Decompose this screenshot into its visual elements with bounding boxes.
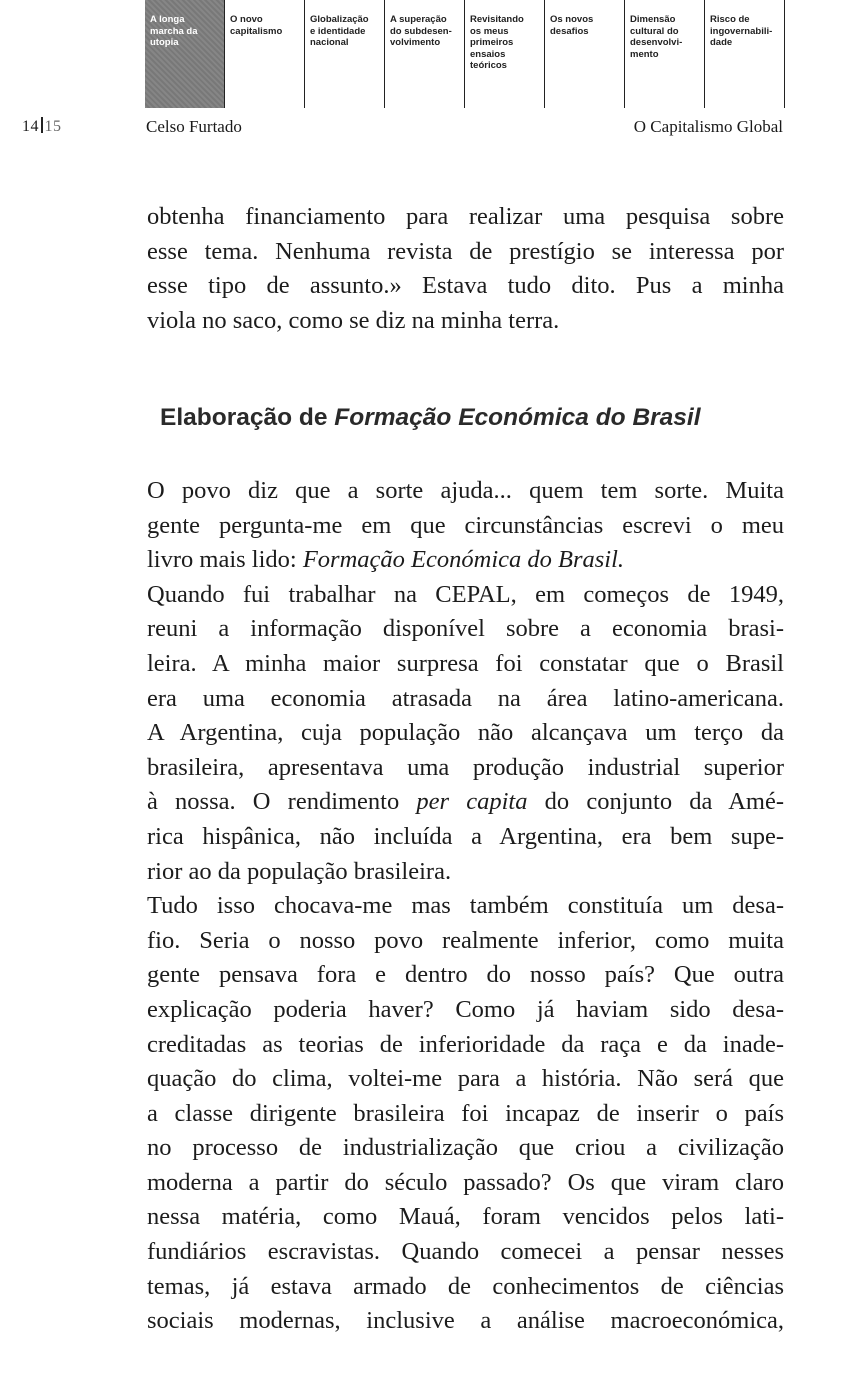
text-line: esse tipo de assunto.» Estava tudo dito. Pus a minha bbox=[147, 272, 784, 300]
chapter-tab-superacao[interactable] bbox=[385, 0, 465, 108]
page-number-divider bbox=[41, 117, 43, 133]
text-line: brasileira, apresentava uma produção industrial superior bbox=[147, 753, 784, 781]
text-line: moderna a partir do século passado? Os que viram claro bbox=[147, 1168, 784, 1196]
chapter-tab-longa-marcha[interactable] bbox=[145, 0, 225, 108]
text-line-prefix: à nossa. O rendimento bbox=[147, 788, 417, 816]
chapter-tab-label: Os novos desafios bbox=[550, 14, 594, 37]
text-line: quação do clima, voltei-me para a história. Não será que bbox=[147, 1065, 784, 1093]
left-page-number: 14 bbox=[22, 118, 39, 135]
chapter-tab-globalizacao[interactable] bbox=[305, 0, 385, 108]
text-line: fio. Seria o nosso povo realmente inferior, como muita bbox=[147, 926, 784, 954]
text-line: temas, já estava armado de conhecimentos de ciências bbox=[147, 1272, 784, 1300]
chapter-tab-label: O novo capitalismo bbox=[230, 14, 283, 37]
chapter-tab-label: Globalização e identidade nacional bbox=[310, 14, 369, 48]
text-line bbox=[147, 543, 784, 578]
text-line: reuni a informação disponível sobre a economia brasi- bbox=[147, 615, 784, 643]
chapter-tab-label: A longa marcha da utopia bbox=[150, 14, 198, 48]
chapter-tab-label: Revisitando os meus primeiros ensaios teóricos bbox=[470, 14, 524, 71]
text-line: nessa matéria, como Mauá, foram vencidos pelos lati- bbox=[147, 1203, 784, 1231]
text-line: gente pergunta-me em que circunstâncias escrevi o meu bbox=[147, 511, 784, 539]
text-line: Tudo isso chocava-me mas também constituía um desa- bbox=[147, 892, 784, 920]
text-line-suffix: do conjunto da Amé- bbox=[527, 788, 784, 816]
right-page-number: 15 bbox=[44, 118, 62, 135]
text-line: creditadas as teorias de inferioridade da raça e da inade- bbox=[147, 1030, 784, 1058]
text-line-prefix: livro mais lido: bbox=[147, 546, 303, 574]
text-line: no processo de industrialização que criou a civilização bbox=[147, 1134, 784, 1162]
text-line: A Argentina, cuja população não alcançava um terço da bbox=[147, 719, 784, 747]
chapter-tab-label: A superação do subdesen- volvimento bbox=[390, 14, 452, 48]
chapter-tab-label: Risco de ingovernabili- dade bbox=[710, 14, 773, 48]
text-line: rior ao da população brasileira. bbox=[147, 857, 452, 885]
text-line: a classe dirigente brasileira foi incapaz de inserir o país bbox=[147, 1099, 784, 1127]
page-numbers bbox=[22, 117, 62, 136]
text-line: viola no saco, como se diz na minha terra. bbox=[147, 306, 560, 334]
text-line: rica hispânica, não incluída a Argentina, era bem supe- bbox=[147, 822, 784, 850]
text-line: explicação poderia haver? Como já haviam sido desa- bbox=[147, 995, 784, 1023]
chapter-tab-dimensao-cultural[interactable] bbox=[625, 0, 705, 108]
chapter-tab-label: Dimensão cultural do desenvolvi- mento bbox=[630, 14, 683, 60]
book-title-italic: Formação Económica do Brasil. bbox=[302, 546, 625, 574]
section-heading bbox=[160, 404, 701, 432]
section-heading-book-title: Formação Económica do Brasil bbox=[334, 404, 701, 431]
intro-paragraph bbox=[147, 200, 784, 338]
text-line: leira. A minha maior surpresa foi constatar que o Brasil bbox=[147, 649, 784, 677]
text-line bbox=[147, 785, 784, 820]
chapter-tab-risco[interactable] bbox=[705, 0, 785, 108]
chapter-tab-revisitando[interactable] bbox=[465, 0, 545, 108]
text-line: esse tema. Nenhuma revista de prestígio se interessa por bbox=[147, 237, 784, 265]
chapter-navigation bbox=[145, 0, 785, 108]
text-line: obtenha financiamento para realizar uma pesquisa sobre bbox=[147, 203, 784, 230]
book-title: O Capitalismo Global bbox=[633, 117, 783, 136]
text-line: Quando fui trabalhar na CEPAL, em começos de 1949, bbox=[147, 580, 784, 608]
text-line: era uma economia atrasada na área latino-americana. bbox=[147, 684, 784, 712]
chapter-tab-novo-capitalismo[interactable] bbox=[225, 0, 305, 108]
text-line: O povo diz que a sorte ajuda... quem tem sorte. Muita bbox=[147, 477, 784, 504]
section-heading-prefix: Elaboração de bbox=[160, 404, 335, 431]
text-line: gente pensava fora e dentro do nosso país? Que outra bbox=[147, 961, 784, 989]
main-paragraphs bbox=[147, 474, 784, 1339]
chapter-tab-novos-desafios[interactable] bbox=[545, 0, 625, 108]
text-line: sociais modernas, inclusive a análise macroeconómica, bbox=[147, 1307, 784, 1335]
per-capita-italic: per capita bbox=[416, 788, 528, 816]
text-line: fundiários escravistas. Quando comecei a pensar nesses bbox=[147, 1238, 784, 1266]
running-head bbox=[0, 117, 841, 141]
author-name: Celso Furtado bbox=[146, 117, 242, 136]
